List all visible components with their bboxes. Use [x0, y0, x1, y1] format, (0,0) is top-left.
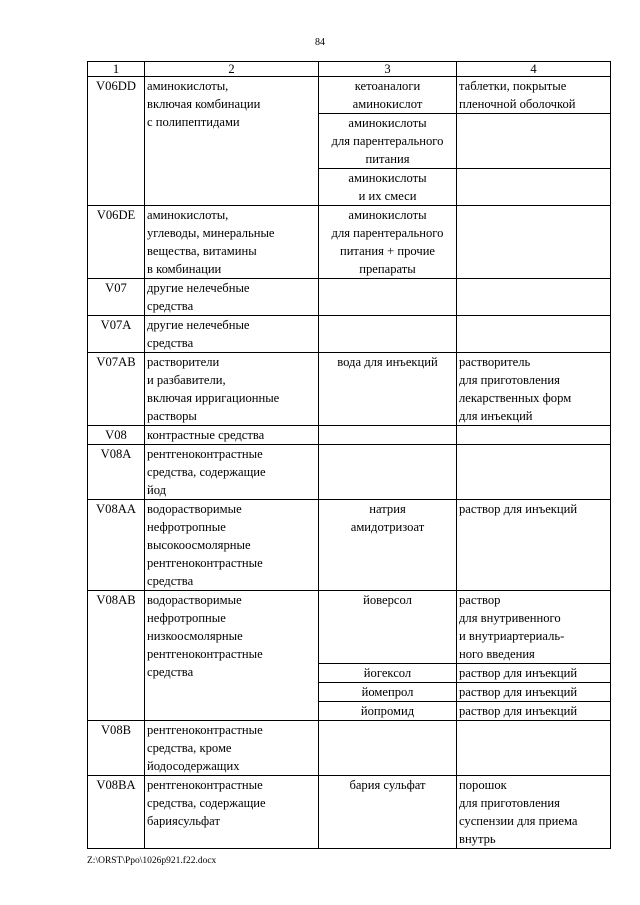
drug-name-cell [319, 721, 457, 776]
group-name-cell: контрастные средства [145, 426, 319, 445]
atc-code-cell: V08AA [88, 500, 145, 591]
drug-name-cell: йогексол [319, 664, 457, 683]
atc-code-cell: V08AB [88, 591, 145, 721]
dosage-form-cell: раствор для внутривенного и внутриартериаль- ного введения [457, 591, 611, 664]
atc-code-cell: V07AB [88, 353, 145, 426]
header-cell: 3 [319, 62, 457, 77]
drug-name-cell: аминокислоты для парентерального питания [319, 114, 457, 169]
drug-name-cell: вода для инъекций [319, 353, 457, 426]
dosage-form-cell: раствор для инъекций [457, 702, 611, 721]
table-row [88, 591, 611, 664]
table-row [88, 206, 611, 279]
group-name-cell: рентгеноконтрастные средства, содержащие бариясульфат [145, 776, 319, 849]
table-row [88, 353, 611, 426]
table-row [88, 316, 611, 353]
table-row [88, 426, 611, 445]
dosage-form-cell [457, 445, 611, 500]
dosage-form-cell: раствор для инъекций [457, 683, 611, 702]
group-name-cell: растворители и разбавители, включая ирригационные растворы [145, 353, 319, 426]
drug-name-cell [319, 316, 457, 353]
atc-code-cell: V08B [88, 721, 145, 776]
dosage-form-cell: таблетки, покрытые пленочной оболочкой [457, 77, 611, 114]
dosage-form-cell: раствор для инъекций [457, 500, 611, 591]
dosage-form-cell: раствор для инъекций [457, 664, 611, 683]
header-cell: 2 [145, 62, 319, 77]
drug-name-cell: аминокислоты для парентерального питания + прочие препараты [319, 206, 457, 279]
atc-code-cell: V08BA [88, 776, 145, 849]
group-name-cell: рентгеноконтрастные средства, содержащие йод [145, 445, 319, 500]
group-name-cell: другие нелечебные средства [145, 279, 319, 316]
group-name-cell: аминокислоты, включая комбинации с полипептидами [145, 77, 319, 206]
table-header-row [88, 62, 611, 77]
dosage-form-cell [457, 206, 611, 279]
group-name-cell: водорастворимые нефротропные высокоосмолярные рентгеноконтрастные средства [145, 500, 319, 591]
table-row [88, 77, 611, 114]
group-name-cell: рентгеноконтрастные средства, кроме йодосодержащих [145, 721, 319, 776]
atc-code-cell: V06DD [88, 77, 145, 206]
header-cell: 1 [88, 62, 145, 77]
dosage-form-cell [457, 114, 611, 169]
table-row [88, 500, 611, 591]
header-cell: 4 [457, 62, 611, 77]
dosage-form-cell: растворитель для приготовления лекарственных форм для инъекций [457, 353, 611, 426]
group-name-cell: водорастворимые нефротропные низкоосмолярные рентгеноконтрастные средства [145, 591, 319, 721]
atc-code-cell: V06DE [88, 206, 145, 279]
dosage-form-cell [457, 316, 611, 353]
atc-code-cell: V07 [88, 279, 145, 316]
dosage-form-cell [457, 721, 611, 776]
atc-code-cell: V07A [88, 316, 145, 353]
drug-name-cell: йоверсол [319, 591, 457, 664]
drug-name-cell: йопромид [319, 702, 457, 721]
drug-name-cell: натрия амидотризоат [319, 500, 457, 591]
drug-name-cell: аминокислоты и их смеси [319, 169, 457, 206]
dosage-form-cell [457, 169, 611, 206]
group-name-cell: аминокислоты, углеводы, минеральные вещества, витамины в комбинации [145, 206, 319, 279]
group-name-cell: другие нелечебные средства [145, 316, 319, 353]
table-row [88, 445, 611, 500]
drug-name-cell: кетоаналоги аминокислот [319, 77, 457, 114]
page-number: 84 [315, 37, 325, 48]
table-row [88, 721, 611, 776]
table-row [88, 776, 611, 849]
dosage-form-cell [457, 279, 611, 316]
dosage-form-cell: порошок для приготовления суспензии для приема внутрь [457, 776, 611, 849]
drug-name-cell [319, 445, 457, 500]
drug-name-cell: йомепрол [319, 683, 457, 702]
drug-name-cell [319, 279, 457, 316]
drug-name-cell: бария сульфат [319, 776, 457, 849]
drug-table [87, 61, 611, 849]
drug-name-cell [319, 426, 457, 445]
file-path-footer: Z:\ORST\Ppo\1026p921.f22.docx [87, 856, 217, 866]
dosage-form-cell [457, 426, 611, 445]
atc-code-cell: V08 [88, 426, 145, 445]
table-row [88, 279, 611, 316]
atc-code-cell: V08A [88, 445, 145, 500]
